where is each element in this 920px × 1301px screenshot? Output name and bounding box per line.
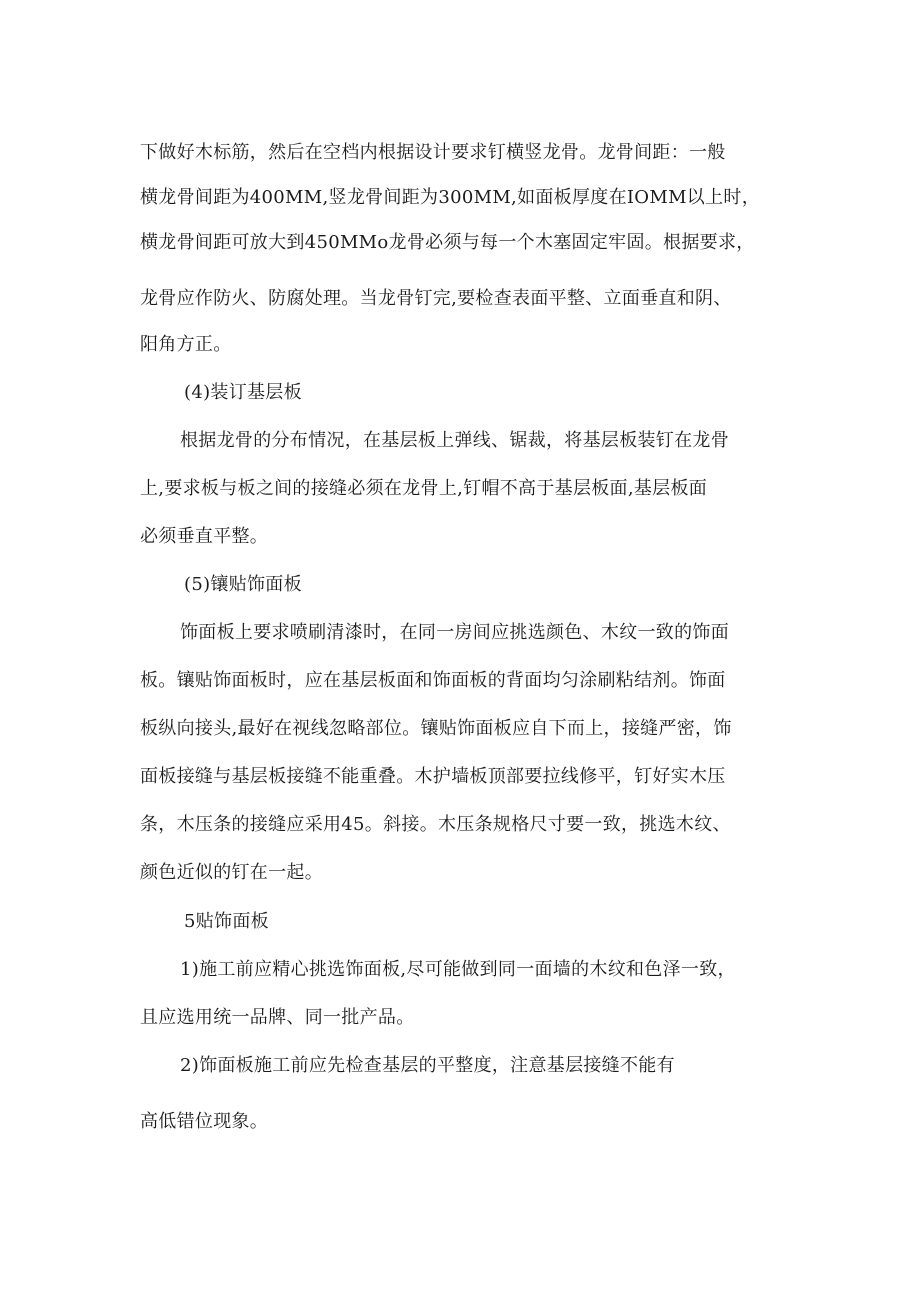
- paragraph-line: 面板接缝与基层板接缝不能重叠。木护墙板顶部要拉线修平，钉好实木压: [140, 766, 726, 787]
- paragraph-line: 板纵向接头,最好在视线忽略部位。镶贴饰面板应自下而上，接缝严密，饰: [140, 718, 732, 739]
- paragraph-line: 板。镶贴饰面板时，应在基层板面和饰面板的背面均匀涂刷粘结剂。饰面: [140, 670, 726, 691]
- paragraph-line: 条，木压条的接缝应采用45。斜接。木压条规格尺寸要一致，挑选木纹、: [140, 814, 731, 835]
- paragraph-line: 阳角方正。: [140, 334, 232, 355]
- section-heading: 5贴饰面板: [184, 911, 269, 932]
- paragraph-line: 颜色近似的钉在一起。: [140, 862, 323, 883]
- subheading-4: (4)装订基层板: [184, 382, 302, 403]
- paragraph-line: 饰面板上要求喷刷清漆时，在同一房间应挑选颜色、木纹一致的饰面: [180, 622, 729, 643]
- paragraph-line: 必须垂直平整。: [140, 526, 269, 547]
- paragraph-line: 且应选用统一品牌、同一批产品。: [140, 1007, 415, 1028]
- paragraph-line: 2)饰面板施工前应先检查基层的平整度，注意基层接缝不能有: [180, 1055, 675, 1076]
- paragraph-line: 龙骨应作防火、防腐处理。当龙骨钉完,要检查表面平整、立面垂直和阴、: [140, 288, 732, 309]
- paragraph-line: 上,要求板与板之间的接缝必须在龙骨上,钉帽不高于基层板面,基层板面: [140, 478, 708, 499]
- paragraph-line: 高低错位现象。: [140, 1111, 269, 1132]
- paragraph-line: 根据龙骨的分布情况，在基层板上弹线、锯裁，将基层板装钉在龙骨: [180, 430, 729, 451]
- paragraph-line: 横龙骨间距可放大到450MMo龙骨必须与每一个木塞固定牢固。根据要求，: [140, 232, 755, 253]
- paragraph-line: 下做好木标筋，然后在空档内根据设计要求钉横竖龙骨。龙骨间距：一般: [140, 142, 726, 163]
- paragraph-line: 横龙骨间距为400MM,竖龙骨间距为300MM,如面板厚度在IOMM以上时，: [140, 187, 761, 208]
- paragraph-line: 1)施工前应精心挑选饰面板,尽可能做到同一面墙的木纹和色泽一致，: [180, 959, 736, 980]
- subheading-5: (5)镶贴饰面板: [184, 574, 302, 595]
